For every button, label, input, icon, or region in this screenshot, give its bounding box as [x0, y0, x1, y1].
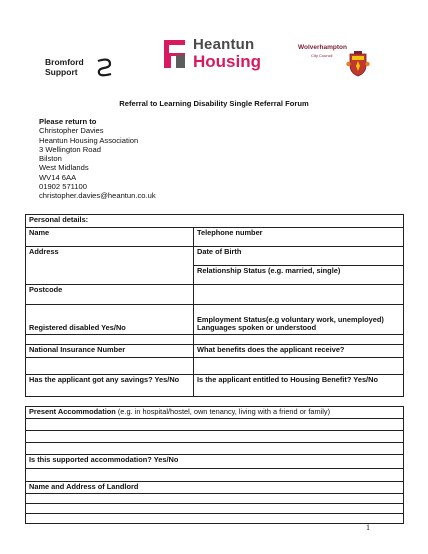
blank-line[interactable] [26, 443, 404, 455]
blank-cell[interactable] [194, 358, 404, 375]
postcode-field[interactable]: Postcode [26, 285, 194, 305]
return-line: Christopher Davies [39, 126, 104, 136]
council-crest-icon [346, 50, 370, 78]
address-field[interactable]: Address [26, 247, 194, 285]
name-field[interactable]: Name [26, 228, 194, 247]
return-line: Bilston [39, 154, 62, 164]
personal-details-table [25, 214, 404, 397]
employment-status-label: Employment Status(e.g voluntary work, unemployed) [197, 314, 384, 324]
bromford-logo-line2: Support [45, 67, 78, 77]
table-row [26, 375, 404, 397]
return-line: christopher.davies@heantun.co.uk [39, 191, 156, 201]
blank-line[interactable] [26, 504, 404, 514]
dob-field[interactable]: Date of Birth [194, 247, 404, 266]
return-line: West Midlands [39, 163, 89, 173]
table-row [26, 285, 404, 305]
bromford-swoosh-icon [96, 58, 113, 77]
landlord-field[interactable]: Name and Address of Landlord [26, 482, 404, 494]
return-heading: Please return to [39, 117, 97, 126]
return-line: 3 Wellington Road [39, 144, 101, 154]
employment-languages-field[interactable] [194, 305, 404, 335]
present-accommodation-field[interactable] [26, 407, 404, 419]
table-row [26, 215, 404, 228]
table-row [26, 514, 404, 524]
return-line: WV14 6AA [39, 172, 77, 182]
benefits-field[interactable]: What benefits does the applicant receive? [194, 345, 404, 358]
blank-cell[interactable] [26, 335, 194, 345]
savings-field[interactable]: Has the applicant got any savings? Yes/No [26, 375, 194, 397]
blank-cell[interactable] [26, 358, 194, 375]
housing-logo-word: Housing [193, 52, 261, 71]
registered-disabled-field[interactable]: Registered disabled Yes/No [26, 305, 194, 335]
city-council-logo-word: City Council [311, 53, 333, 58]
blank-line[interactable] [26, 419, 404, 431]
heantun-mark-icon [163, 39, 190, 69]
table-row [26, 482, 404, 494]
blank-line[interactable] [26, 431, 404, 443]
return-address-block [39, 117, 156, 201]
table-row [26, 407, 404, 419]
postcode-blank-cell[interactable] [194, 285, 404, 305]
page-number: 1 [366, 523, 370, 532]
blank-line[interactable] [26, 514, 404, 524]
heantun-housing-logo [163, 37, 263, 75]
languages-label: Languages spoken or understood [197, 323, 317, 333]
present-accommodation-label: Present Accommodation [29, 407, 116, 416]
blank-line[interactable] [26, 469, 404, 482]
supported-accommodation-field[interactable]: Is this supported accommodation? Yes/No [26, 455, 404, 469]
table-row [26, 504, 404, 514]
table-row [26, 358, 404, 375]
housing-benefit-field[interactable]: Is the applicant entitled to Housing Benefit? Yes/No [194, 375, 404, 397]
table-row [26, 228, 404, 247]
wolverhampton-council-logo [298, 44, 378, 80]
table-row [26, 345, 404, 358]
table-row [26, 419, 404, 431]
table-row [26, 455, 404, 469]
return-line: 01902 571100 [39, 182, 88, 192]
heantun-logo-word: Heantun [193, 36, 255, 53]
table-row [26, 443, 404, 455]
telephone-field[interactable]: Telephone number [194, 228, 404, 247]
blank-cell[interactable] [194, 335, 404, 345]
table-row [26, 431, 404, 443]
ni-number-field[interactable]: National Insurance Number [26, 345, 194, 358]
bromford-logo-text [45, 57, 84, 77]
personal-details-heading: Personal details: [26, 215, 404, 228]
table-row [26, 494, 404, 504]
table-row [26, 335, 404, 345]
blank-line[interactable] [26, 494, 404, 504]
return-line: Heantun Housing Association [39, 135, 139, 145]
wolverhampton-logo-word: Wolverhampton [298, 44, 347, 51]
table-row [26, 469, 404, 482]
accommodation-table [25, 406, 404, 524]
relationship-status-field[interactable]: Relationship Status (e.g. married, single) [194, 266, 404, 285]
present-accommodation-hint: (e.g. in hospital/hostel, own tenancy, living with a friend or family) [115, 407, 331, 416]
bromford-logo-line1: Bromford [45, 57, 84, 67]
document-title: Referral to Learning Disability Single Referral Forum [119, 99, 309, 108]
table-row [26, 247, 404, 266]
table-row [26, 305, 404, 335]
bromford-support-logo [45, 57, 115, 79]
